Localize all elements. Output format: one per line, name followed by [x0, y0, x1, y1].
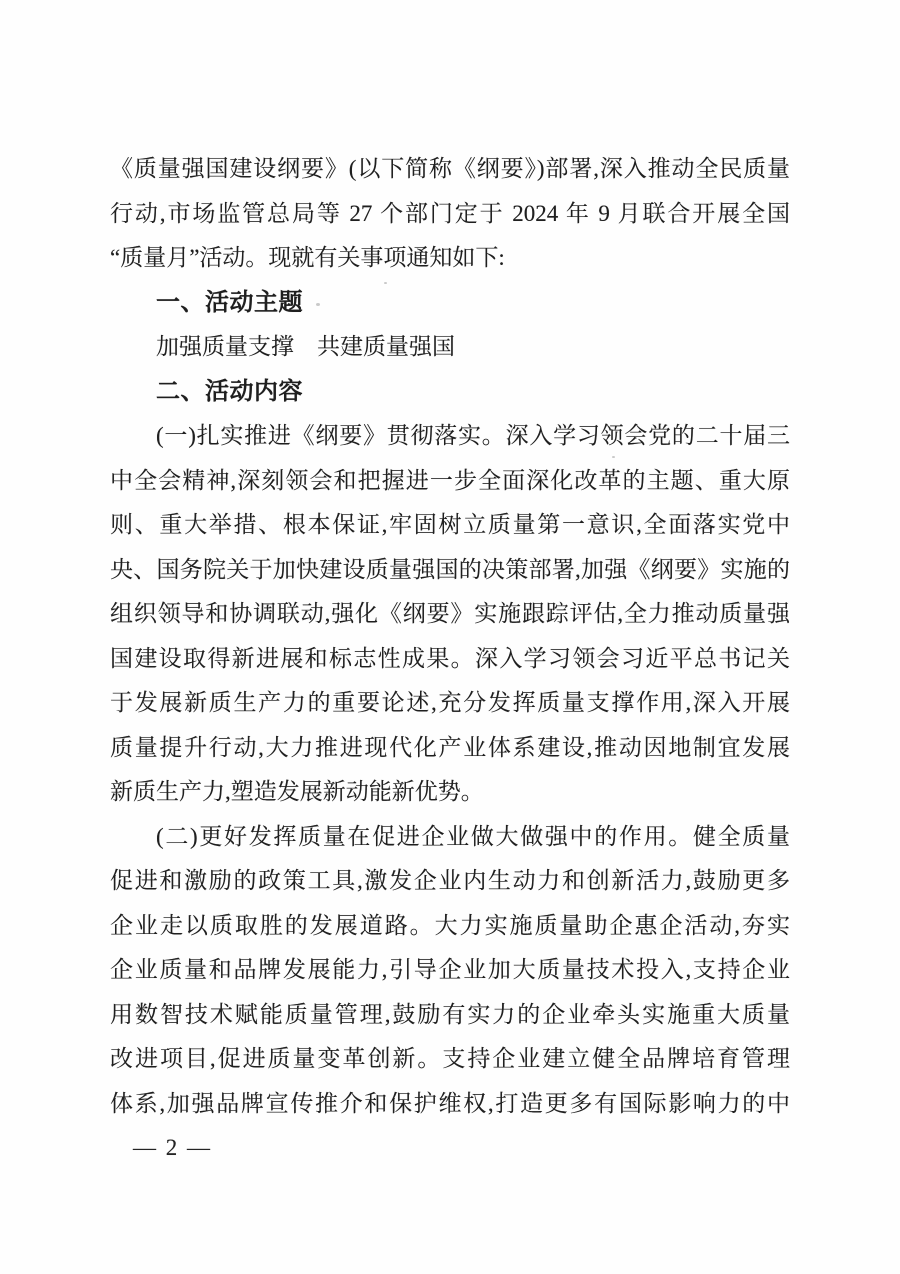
scan-speck [316, 303, 320, 306]
text-line: 国建设取得新进展和标志性成果。深入学习领会习近平总书记关 [110, 645, 790, 671]
text-line: 企业走以质取胜的发展道路。大力实施质量助企惠企活动,夯实 [110, 912, 790, 938]
text-line: 《质量强国建设纲要》(以下简称《纲要》)部署,深入推动全民质量 [110, 156, 790, 181]
text-line: 行动,市场监管总局等 27 个部门定于 2024 年 9 月联合开展全国 [110, 200, 790, 226]
scan-speck [612, 456, 615, 458]
text-line: 促进和激励的政策工具,激发企业内生动力和创新活力,鼓励更多 [110, 868, 790, 893]
text-line: 企业质量和品牌发展能力,引导企业加大质量技术投入,支持企业 [110, 957, 790, 982]
scan-speck [384, 282, 387, 284]
text-line: 质量提升行动,大力推进现代化产业体系建设,推动因地制宜发展 [110, 734, 790, 760]
text-line: 于发展新质生产力的重要论述,充分发挥质量支撑作用,深入开展 [110, 690, 790, 715]
section-heading: 一、活动主题 [156, 288, 303, 316]
text-line: 用数智技术赋能质量管理,鼓励有实力的企业牵头实施重大质量 [110, 1001, 790, 1027]
text-line: 组织领导和协调联动,强化《纲要》实施跟踪评估,全力推动质量强 [110, 601, 790, 626]
text-line: 改进项目,促进质量变革创新。支持企业建立健全品牌培育管理 [110, 1046, 790, 1071]
text-line: (一)扎实推进《纲要》贯彻落实。深入学习领会党的二十届三 [156, 423, 790, 448]
text-line: (二)更好发挥质量在促进企业做大做强中的作用。健全质量 [156, 823, 790, 849]
text-line: 中全会精神,深刻领会和把握进一步全面深化改革的主题、重大原 [110, 467, 790, 493]
text-line: 加强质量支撑 共建质量强国 [156, 334, 455, 359]
text-line: “质量月”活动。现就有关事项通知如下: [110, 245, 505, 270]
document-lines [110, 147, 790, 1126]
text-line: 新质生产力,塑造发展新动能新优势。 [110, 779, 484, 804]
text-line: 体系,加强品牌宣传推介和保护维权,打造更多有国际影响力的中 [110, 1090, 790, 1116]
text-line: 则、重大举措、根本保证,牢固树立质量第一意识,全面落实党中 [110, 512, 790, 537]
page-number: — 2 — [133, 1135, 212, 1160]
text-line: 央、国务院关于加快建设质量强国的决策部署,加强《纲要》实施的 [110, 556, 790, 582]
section-heading: 二、活动内容 [156, 377, 303, 405]
